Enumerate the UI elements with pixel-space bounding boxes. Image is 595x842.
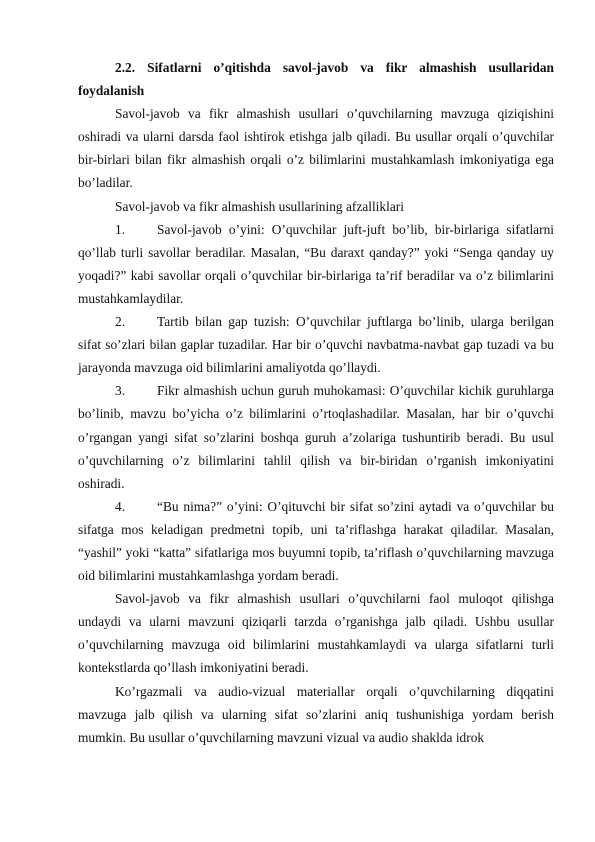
list-item-text: “Bu nima?” o’yini: O’qituvchi bir sifat so’zini aytadi va o’quvchilar bu sifatga mos keladigan predmetni topib, uni ta’riflashga harakat qiladilar. Masalan, “yashil” yoki “katta” sifatlariga mos buyumni topib, ta’riflash o’quvchilarning mavzuga oid bilimlarini mustahkamlashga yordam beradi. (78, 498, 554, 584)
list-item-text: Fikr almashish uchun guruh muhokamasi: O’quvchilar kichik guruhlarga bo’linib, mavzu bo’yicha o’z bilimlarini o’rtoqlashadilar. Masalan, har bir o’quvchi o’rgangan yangi sifat so’zlarini boshqa guruh a’zolariga tushuntirib beradi. Bu usul o’quvchilarning o’z bilimlarini tahlil qilish va bir-biridan o’rganish imkoniyatini oshiradi. (78, 383, 554, 491)
list-item (78, 379, 554, 494)
list-item (78, 310, 554, 379)
list-item-number: 2. (115, 314, 126, 330)
list-item-text: Savol-javob o’yini: O’quvchilar juft-juft bo’lib, bir-birlariga sifatlarni qo’llab turli savollar beradilar. Masalan, “Bu daraxt qanday?” yoki “Senga qanday uy yoqadi?” kabi savollar orqali o’quvchilar bir-birlariga ta’rif beradilar va o’z bilimlarini mustahkamlaydilar. (78, 221, 554, 306)
body-paragraph: Ko’rgazmali va audio-vizual materiallar orqali o’quvchilarning diqqatini mavzuga jalb qilish va ularning sifat so’zlarini aniq tushunishiga yordam berish mumkin. Bu usullar o’quvchilarning mavzuni vizual va audio shaklda idrok (78, 683, 554, 745)
document-page (78, 56, 554, 749)
list-item (78, 218, 554, 310)
intro-paragraph: Savol-javob va fikr almashish usullari o’quvchilarning mavzuga qiziqishini oshiradi va ularni darsda faol ishtirok etishga jalb qiladi. Bu usullar orqali o’quvchilar bir-birlari bilan fikr almashish orqali o’z bilimlarini mustahkamlash imkoniyatiga ega bo’ladilar. (78, 106, 554, 191)
subtitle-paragraph: Savol-javob va fikr almashish usullarining afzalliklari (115, 198, 404, 214)
list-item-text: Tartib bilan gap tuzish: O’quvchilar juftlarga bo’linib, ularga berilgan sifat so’zlari bilan gaplar tuzadilar. Har bir o’quvchi navbatma-navbat gap tuzadi va bu jarayonda mavzuga oid bilimlarini amaliyotda qo’llaydi. (78, 314, 554, 376)
body-paragraph: Savol-javob va fikr almashish usullari o’quvchilarni faol muloqot qilishga undaydi va ularni mavzuni qiziqarli tarzda o’rganishga jalb qiladi. Ushbu usullar o’quvchilarning mavzuga oid bilimlarini mustahkamlaydi va ularga sifatlarni turli kontekstlarda qo’llash imkoniyatini beradi. (78, 591, 554, 676)
section-heading: 2.2. Sifatlarni o’qitishda savol-javob va fikr almashish usullaridan foydalanish (78, 60, 554, 99)
list-item-number: 1. (115, 221, 126, 237)
list-item-number: 3. (115, 383, 126, 399)
list-item (78, 495, 554, 587)
list-item-number: 4. (115, 498, 126, 514)
